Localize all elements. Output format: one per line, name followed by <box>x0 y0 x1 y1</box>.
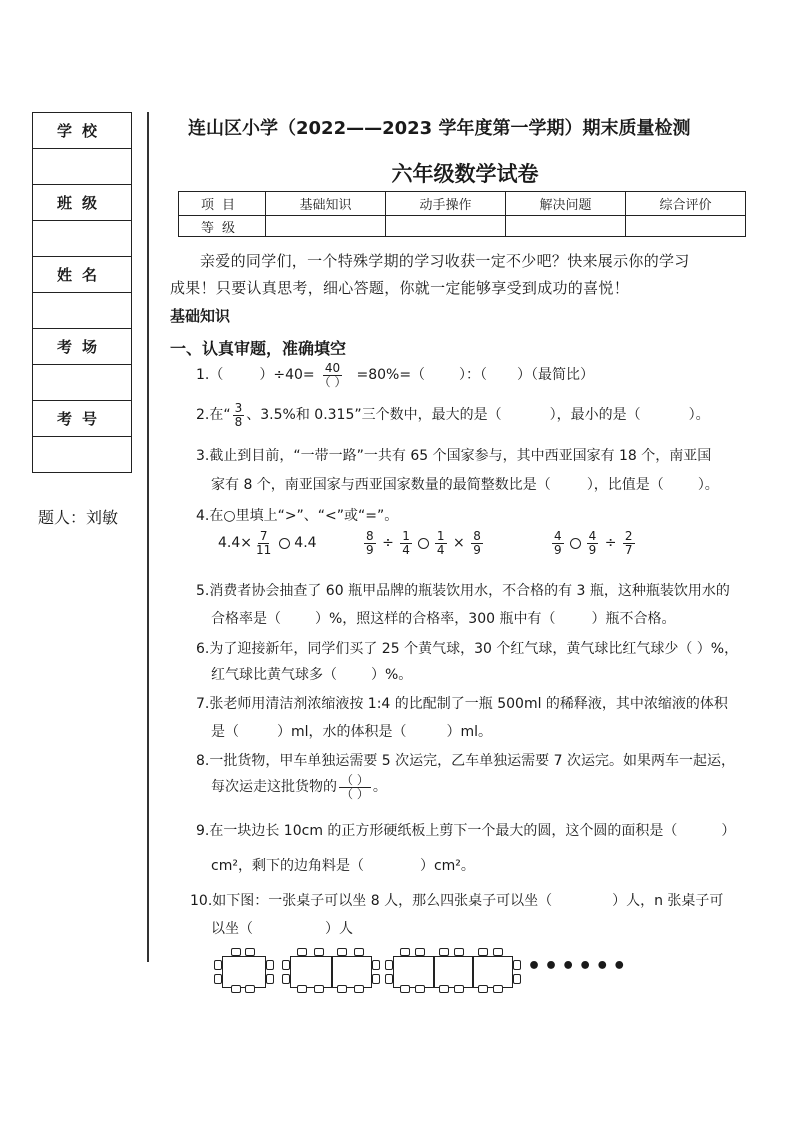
question-4-expr-3: $\frac{4}{9}$ $\frac{4}{9}$ ÷ $\frac{2}{7}$ <box>554 529 633 557</box>
section-fill-blanks: 一、认真审题，准确填空 <box>170 339 347 358</box>
chair-icon <box>513 960 521 970</box>
grade-table-header-overall: 综合评价 <box>626 192 746 216</box>
exam-number-label: 考号 <box>33 401 132 437</box>
name-label: 姓名 <box>33 257 132 293</box>
q3-text: ），比值是（ <box>586 477 664 493</box>
q1-fraction <box>317 362 349 388</box>
numerator: 8 <box>366 529 374 543</box>
q4-fraction <box>552 530 564 556</box>
table-group-3 <box>385 948 520 994</box>
denominator: 4 <box>402 542 410 557</box>
question-5-line-2 <box>211 608 675 628</box>
table-illustration <box>290 956 372 988</box>
numerator: 2 <box>624 529 633 543</box>
chair-icon <box>266 960 274 970</box>
class-field[interactable] <box>33 221 132 257</box>
grade-table-header-hands-on: 动手操作 <box>386 192 506 216</box>
class-label: 班级 <box>33 185 132 221</box>
numerator: 4 <box>554 529 562 543</box>
question-7-line-2 <box>211 721 492 741</box>
chair-icon <box>372 960 380 970</box>
chair-icon <box>354 985 364 993</box>
q9-text: ） <box>721 823 736 839</box>
numerator: 4 <box>588 529 597 543</box>
chair-icon <box>282 974 290 984</box>
table-group-1 <box>214 948 274 994</box>
chair-icon <box>354 948 364 956</box>
numerator: 1 <box>436 529 445 543</box>
chair-icon <box>493 948 503 956</box>
q10-text: ）人，n 张桌子可 <box>612 893 724 909</box>
question-10-line-2 <box>211 918 353 938</box>
q4-fraction <box>587 530 599 556</box>
denominator: 11 <box>256 542 272 557</box>
numerator: （ ） <box>341 773 369 787</box>
chair-icon <box>372 974 380 984</box>
chair-icon <box>415 985 425 993</box>
exam-room-label: 考场 <box>33 329 132 365</box>
chair-icon <box>297 985 307 993</box>
q1-numerator: 40 <box>324 361 341 375</box>
chair-icon <box>493 985 503 993</box>
name-field[interactable] <box>33 293 132 329</box>
table-illustration <box>393 956 513 988</box>
q1-text: =80%=（ <box>356 367 426 384</box>
chair-icon <box>400 948 410 956</box>
school-label: 学校 <box>33 113 132 149</box>
chair-icon <box>245 985 255 993</box>
denominator: 9 <box>554 542 562 557</box>
q4-text: 4.4 <box>294 535 317 552</box>
question-6-line-2 <box>211 664 412 684</box>
chair-icon <box>385 960 393 970</box>
question-4-line-1: 4.在○里填上“>”、“<”或“=”。 <box>196 508 399 524</box>
q3-text: 家有 8 个，南亚国家与西亚国家数量的最简整数比是（ <box>211 477 551 493</box>
grade-cell[interactable] <box>266 216 386 237</box>
section-basic: 基础知识 <box>170 307 231 325</box>
q4-fraction <box>364 530 376 556</box>
table-group-2 <box>282 948 382 994</box>
q7-text: 是（ <box>211 724 239 740</box>
binding-line <box>147 112 149 962</box>
chair-icon <box>245 948 255 956</box>
q1-text: ）÷40= <box>259 367 315 384</box>
chair-icon <box>454 948 464 956</box>
chair-icon <box>513 974 521 984</box>
chair-icon <box>478 948 488 956</box>
ellipsis-dots: •••••• <box>527 954 630 979</box>
denominator: 9 <box>588 542 597 557</box>
chair-icon <box>314 985 324 993</box>
chair-icon <box>478 985 488 993</box>
q6-text: ）%。 <box>371 667 413 683</box>
question-8-line-1: 8.一批货物，甲车单独运需要 5 次运完，乙车单独运需要 7 次运完。如果两车一起运， <box>196 753 735 769</box>
question-9-line-1 <box>196 820 735 840</box>
q7-text: ）ml。 <box>446 724 493 740</box>
chair-icon <box>231 985 241 993</box>
exam-number-field[interactable] <box>33 437 132 473</box>
grade-cell[interactable] <box>626 216 746 237</box>
chair-icon <box>297 948 307 956</box>
q8-text: 每次运走这批货物的 <box>211 779 337 796</box>
exam-room-field[interactable] <box>33 365 132 401</box>
q2-fraction <box>233 402 245 428</box>
grade-table-level-label: 等级 <box>179 216 266 237</box>
grade-table <box>178 191 746 237</box>
q2-text: 2.在“ <box>196 407 231 424</box>
question-4-expr-1 <box>218 530 317 556</box>
denominator: 4 <box>436 542 445 557</box>
compare-circle[interactable] <box>418 538 429 549</box>
question-2 <box>196 402 710 428</box>
denominator: 9 <box>473 542 481 557</box>
q7-text: ）ml，水的体积是（ <box>277 724 407 740</box>
q9-text: ）cm²。 <box>419 858 475 874</box>
compare-circle[interactable] <box>279 538 290 549</box>
compare-circle[interactable] <box>570 538 581 549</box>
question-1 <box>196 362 594 388</box>
chair-icon <box>337 985 347 993</box>
table-illustration <box>222 956 266 988</box>
grade-cell[interactable] <box>386 216 506 237</box>
numerator: 8 <box>473 529 481 543</box>
grade-table-header-item: 项目 <box>179 192 266 216</box>
student-info-table <box>32 112 132 473</box>
q2-text: 、3.5%和 0.315”三个数中，最大的是（ <box>246 407 502 424</box>
q1-text: ）（最简比） <box>517 367 595 384</box>
chair-icon <box>400 985 410 993</box>
q4-fraction <box>623 530 635 556</box>
denominator: 9 <box>366 542 374 557</box>
grade-table-header-basic: 基础知识 <box>266 192 386 216</box>
exam-subtitle: 六年级数学试卷 <box>391 162 539 186</box>
question-9-line-2 <box>211 855 475 875</box>
chair-icon <box>439 985 449 993</box>
q10-text: 10.如下图：一张桌子可以坐 8 人，那么四张桌子可以坐（ <box>190 893 553 909</box>
question-5-line-1: 5.消费者协会抽查了 60 瓶甲品牌的瓶装饮用水，不合格的有 3 瓶，这种瓶装饮用水的 <box>196 583 730 599</box>
grade-table-header-problem-solving: 解决问题 <box>506 192 626 216</box>
q6-text: 红气球比黄气球多（ <box>211 667 337 683</box>
q8-text: 。 <box>372 779 387 796</box>
question-3-line-1: 3.截止到目前，“一带一路”一共有 65 个国家参与，其中西亚国家有 18 个，南亚国 <box>196 448 712 464</box>
grade-cell[interactable] <box>506 216 626 237</box>
intro-line-2: 成果！只要认真思考，细心答题，你就一定能够享受到成功的喜悦！ <box>170 279 630 297</box>
q2-denominator: 8 <box>234 414 243 429</box>
q4-fraction <box>400 530 412 556</box>
q1-denominator: （ ） <box>318 374 347 389</box>
exam-title: 连山区小学（2022——2023 学年度第一学期）期末质量检测 <box>188 118 691 139</box>
chair-icon <box>454 985 464 993</box>
denominator: （ ） <box>341 786 369 801</box>
chair-icon <box>415 948 425 956</box>
question-4-expr-2: $\frac{8}{9}$ ÷ $\frac{1}{4}$ $\frac{1}{4}$ × $\frac{8}{9}$ <box>366 529 481 557</box>
q2-text: ），最小的是（ <box>549 407 641 424</box>
question-7-line-1: 7.张老师用清洁剂浓缩液按 1:4 的比配制了一瓶 500ml 的稀释液，其中浓缩液的体积 <box>196 696 728 712</box>
q9-text: cm²，剩下的边角料是（ <box>211 858 364 874</box>
q1-text: ）：（ <box>459 367 488 384</box>
chair-icon <box>337 948 347 956</box>
chair-icon <box>282 960 290 970</box>
q5-text: ）%，照这样的合格率，300 瓶中有（ <box>315 611 556 627</box>
question-setter: 题人：刘敏 <box>38 508 119 527</box>
question-8-line-2 <box>211 774 387 800</box>
q10-text: 以坐（ <box>211 921 253 937</box>
q4-fraction <box>254 530 273 556</box>
q5-text: ）瓶不合格。 <box>591 611 676 627</box>
intro-line-1: 亲爱的同学们，一个特殊学期的学习收获一定不少吧？快来展示你的学习 <box>200 252 690 270</box>
question-10-line-1 <box>190 890 723 910</box>
q9-text: 9.在一块边长 10cm 的正方形硬纸板上剪下一个最大的圆，这个圆的面积是（ <box>196 823 678 839</box>
q2-numerator: 3 <box>234 401 243 415</box>
school-field[interactable] <box>33 149 132 185</box>
q3-text: ）。 <box>697 477 719 493</box>
q8-fraction <box>339 774 371 800</box>
chair-icon <box>314 948 324 956</box>
chair-icon <box>214 974 222 984</box>
q10-text: ）人 <box>325 921 353 937</box>
numerator: 1 <box>402 529 410 543</box>
chair-icon <box>439 948 449 956</box>
q4-fraction <box>435 530 447 556</box>
chair-icon <box>266 974 274 984</box>
chair-icon <box>385 974 393 984</box>
q5-text: 合格率是（ <box>211 611 281 627</box>
q2-text: ）。 <box>688 407 710 424</box>
numerator: 7 <box>259 529 268 543</box>
question-3-line-2 <box>211 474 719 494</box>
question-6-line-1: 6.为了迎接新年，同学们买了 25 个黄气球，30 个红气球，黄气球比红气球少（ ）%， <box>196 641 739 657</box>
chair-icon <box>214 960 222 970</box>
q4-fraction <box>471 530 483 556</box>
denominator: 7 <box>624 542 633 557</box>
chair-icon <box>231 948 241 956</box>
q1-text: 1.（ <box>196 367 224 384</box>
q4-text: 4.4× <box>218 535 252 552</box>
